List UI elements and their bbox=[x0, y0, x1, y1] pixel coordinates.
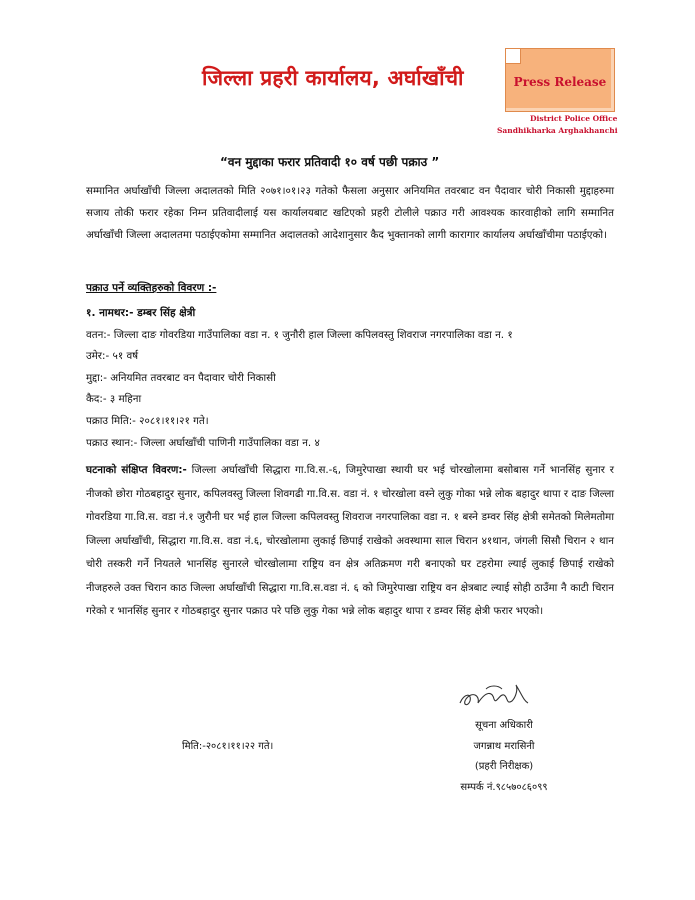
contact-number: सम्पर्क नं.९८५७०८६०९९ bbox=[460, 781, 548, 793]
officer-rank: (प्रहरी निरीक्षक) bbox=[474, 761, 534, 772]
officer-title: सूचना अधिकारी bbox=[475, 720, 533, 731]
detail-age: उमेर:- ५१ वर्ष bbox=[86, 350, 139, 363]
office-title: जिल्ला प्रहरी कार्यालय, अर्घाखाँची bbox=[202, 66, 464, 90]
incident-paragraph bbox=[86, 459, 614, 624]
arrested-person-details bbox=[86, 303, 513, 454]
incident-text: जिल्ला अर्घाखाँची सिद्धारा गा.वि.स.-६, जिमुरेपाखा स्थायी घर भई चोरखोलामा बसोबास गर्ने भानसिंह सुनार र नीजको छोरा गोठबहादुर सुनार, कपिलवस्तु जिल्ला शिवगढी गा.वि.स. वडा नं. १ चोरखोला वस्ने लुकु गोका भन्ने लोक बहादुर थापा र दाङ जिल्ला गोवरडिया गा.वि.स. वडा नं.१ जुरौनी घर भई हाल जिल्ला कपिलवस्तु शिवराज नगरपालिका वडा न. १ बस्ने डम्वर सिंह क्षेत्री समेतको मिलेमतोमा जिल्ला अर्घाखाँची, सिद्धारा गा.वि.स. वडा नं.६, चोरखोलामा लुकाई छिपाई राखेको अवस्थामा साल चिरान ४१थान, जंगली सिसौ चिरान २ थान चोरी तस्करी गर्ने नियतले भानसिंह सुनारले चोरखोलामा राष्ट्रिय वन क्षेत्र अतिक्रमण गरी बनाएको घर टहरोमा ल्याई लुकाई छिपाई राखेको नीजहरुले उक्त चिरान काठ जिल्ला अर्घाखाँची सिद्धारा गा.वि.स.वडा नं. ६ को जिमुरेपाखा राष्ट्रिय वन क्षेत्रबाट ल्याई सोही ठाउँमा नै काटी चिरान गरेको र भानसिंह सुनार र गोठबहादुर सुनार पक्राउ परे पछि लुकु गेका भन्ने लोक बहादुर थापा र डम्वर सिंह क्षेत्री फरार भएको। bbox=[86, 464, 614, 617]
detail-name: १. नामथर:- डम्बर सिंह क्षेत्री bbox=[86, 307, 196, 319]
detail-case: मुद्दा:- अनियमित तवरबाट वन पैदावार चोरी निकासी bbox=[86, 371, 276, 384]
detail-arrest-place: पक्राउ स्थान:- जिल्ला अर्घाखाँची पाणिनी गाउँपालिका वडा न. ४ bbox=[86, 436, 320, 449]
officer-name: जगन्नाथ मरासिनी bbox=[473, 740, 535, 752]
release-date: मिति:-२०८१।११।२२ गते। bbox=[182, 741, 274, 752]
signature-block bbox=[434, 716, 574, 798]
press-release-label: Press Release bbox=[513, 75, 607, 89]
headline: “वन मुद्दाका फरार प्रतिवादी १० वर्ष पछी पक्राउ ” bbox=[220, 155, 440, 169]
signature-image bbox=[456, 681, 532, 715]
incident-label: घटनाको संक्षिप्त विवरण:- bbox=[86, 464, 187, 476]
office-english-name: District Police Office bbox=[530, 114, 618, 123]
office-english-location: Sandhikharka Arghakhanchi bbox=[497, 126, 618, 135]
detail-address: वतन:- जिल्ला दाङ गोवरडिया गाउँपालिका वडा न. १ जुनौरी हाल जिल्ला कपिलवस्तु शिवराज नगरपालिका वडा न. १ bbox=[86, 328, 513, 341]
arrested-section-title: पक्राउ पर्ने व्यक्तिहरुको विवरण :- bbox=[86, 282, 217, 294]
press-release-badge bbox=[505, 48, 615, 112]
detail-sentence: कैद:- ३ महिना bbox=[86, 393, 142, 406]
intro-paragraph: सम्मानित अर्घाखाँची जिल्ला अदालतको मिति २०७१।०१।२३ गतेको फैसला अनुसार अनियमित तवरबाट वन पैदावार चोरी निकासी मुद्दाहरुमा सजाय तोकी फरार रहेका निम्न प्रतिवादीलाई यस कार्यालयबाट खटिएको प्रहरी टोलीले पक्राउ गरी आवश्यक कारवाहीको लागि सम्मानित अर्घाखाँची जिल्ला अदालतमा पठाईएकोमा सम्मानित अदालतको आदेशानुसार कैद भुक्तानको लागी कारागार कार्यालय अर्घाखाँचीमा पठाईएको। bbox=[86, 185, 614, 241]
detail-arrest-date: पक्राउ मिति:- २०८१।११।२१ गते। bbox=[86, 414, 209, 427]
